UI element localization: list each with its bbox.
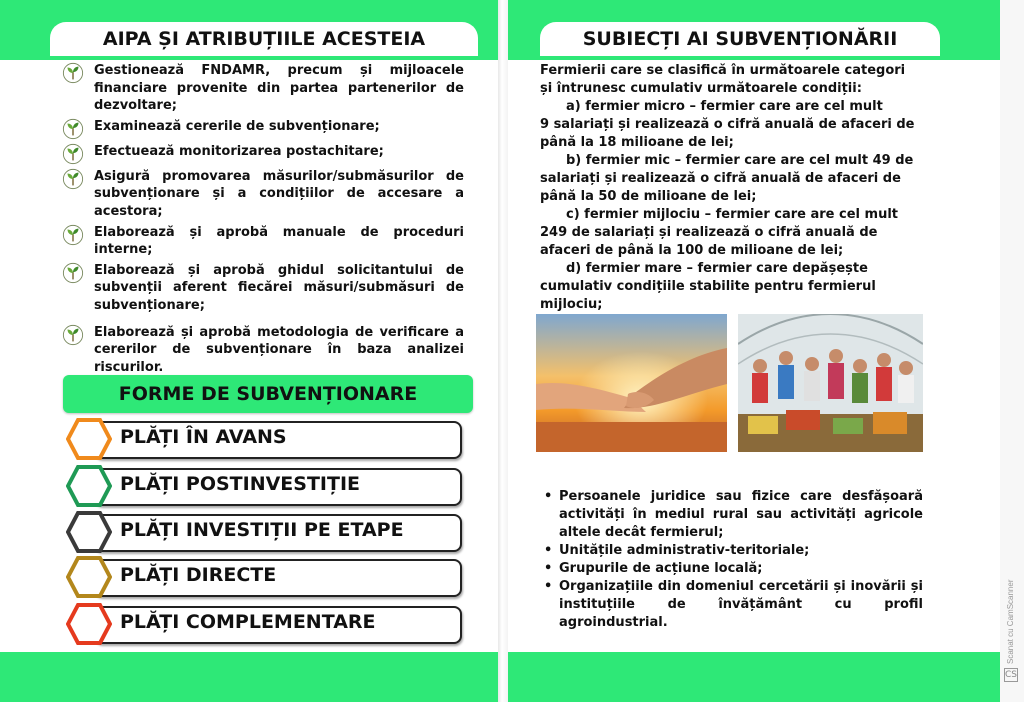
payment-form-item (66, 464, 466, 508)
payment-form-label: PLĂȚI DIRECTE (120, 564, 277, 586)
payment-form-label: PLĂȚI ÎN AVANS (120, 426, 287, 448)
intro-line: a) fermier micro – fermier care are cel mult (566, 99, 883, 114)
sprout-icon (62, 324, 84, 346)
attribution-text: Asigură promovarea măsurilor/submăsurilor de subvenționare și a condițiilor de accesare a acestora; (94, 168, 464, 219)
hexagon-icon (66, 417, 112, 461)
sprout-icon (62, 143, 84, 165)
attribution-item (62, 168, 464, 221)
attribution-text: Elaborează și aprobă metodologia de verificare a cererilor de subvenționare în baza analizei riscurilor. (94, 324, 464, 375)
intro-line: c) fermier mijlociu – fermier care are cel mult (566, 207, 899, 222)
farmers-greenhouse-photo (738, 314, 923, 452)
attribution-item (62, 224, 464, 259)
payment-form-label: PLĂȚI INVESTIȚII PE ETAPE (120, 519, 404, 541)
intro-line: salariați și realizează o cifră anuală de afaceri de (540, 171, 901, 186)
attribution-text: Elaborează și aprobă manuale de proceduri interne; (94, 224, 464, 258)
intro-line: 249 de salariați și realizează o cifră anuală de (540, 225, 878, 240)
farmer-categories-text (540, 62, 920, 314)
hexagon-icon (66, 602, 112, 646)
attribution-text: Examinează cererile de subvenționare; (94, 118, 380, 134)
payment-form-item (66, 555, 466, 599)
payment-form-item (66, 602, 466, 646)
sprout-icon (62, 62, 84, 84)
handshake-photo (536, 314, 727, 452)
intro-line: mijlociu; (540, 297, 603, 312)
intro-line: până la 50 de milioane de lei; (540, 189, 757, 204)
attribution-item (62, 143, 464, 165)
sprout-icon (62, 118, 84, 140)
attribution-item (62, 118, 464, 140)
intro-line: și întrunesc cumulativ următoarele condiții: (540, 81, 862, 96)
attribution-text: Efectuează monitorizarea postachitare; (94, 143, 384, 159)
intro-line: b) fermier mic – fermier care are cel mult 49 de (566, 153, 914, 168)
attributions-list (62, 62, 464, 379)
attribution-text: Elaborează și aprobă ghidul solicitantului de subvenții aferent fiecărei măsuri/submăsuri de subvenționare; (94, 262, 464, 313)
subject-item: • Unitățile administrativ-teritoriale; (543, 542, 923, 560)
payment-form-label: PLĂȚI COMPLEMENTARE (120, 611, 376, 633)
sprout-icon (62, 262, 84, 284)
sprout-icon (62, 224, 84, 246)
attribution-item (62, 262, 464, 315)
payment-form-item (66, 510, 466, 554)
attribution-text: Gestionează FNDAMR, precum și mijloacele financiare provenite din partea partenerilor de dezvoltare; (94, 63, 464, 114)
other-subjects-list (543, 488, 923, 632)
subject-item: • Grupurile de acțiune locală; (543, 560, 923, 578)
sprout-icon (62, 168, 84, 190)
left-page-title: AIPA ȘI ATRIBUȚIILE ACESTEIA (50, 22, 478, 56)
payment-form-item (66, 417, 466, 461)
attribution-item (62, 62, 464, 115)
intro-line: Fermierii care se clasifică în următoarele categori (540, 63, 906, 78)
payment-form-label: PLĂȚI POSTINVESTIȚIE (120, 473, 361, 495)
subject-item: • Organizațiile din domeniul cercetării și inovării și instituțiile de învățământ cu profil agroindustrial. (543, 578, 923, 632)
right-page-title: SUBIECȚI AI SUBVENȚIONĂRII (540, 22, 940, 56)
forms-section-title: FORME DE SUBVENȚIONARE (63, 375, 473, 413)
camscanner-logo: CS (1005, 670, 1017, 680)
hexagon-icon (66, 555, 112, 599)
subject-item: • Persoanele juridice sau fizice care desfășoară activități în mediul rural sau activități agricole altele decât fermierul; (543, 488, 923, 542)
attribution-item (62, 324, 464, 377)
intro-line: 9 salariați și realizează o cifră anuală de afaceri de (540, 117, 915, 132)
hexagon-icon (66, 510, 112, 554)
page-fold (498, 0, 508, 702)
intro-line: d) fermier mare – fermier care depășește (566, 261, 868, 276)
hexagon-icon (66, 464, 112, 508)
intro-line: până la 18 milioane de lei; (540, 135, 734, 150)
intro-line: cumulativ condițiile stabilite pentru fermierul (540, 279, 876, 294)
intro-line: afaceri de până la 100 de milioane de lei; (540, 243, 844, 258)
scanner-watermark: Scanat cu CamScanner (1006, 579, 1015, 664)
